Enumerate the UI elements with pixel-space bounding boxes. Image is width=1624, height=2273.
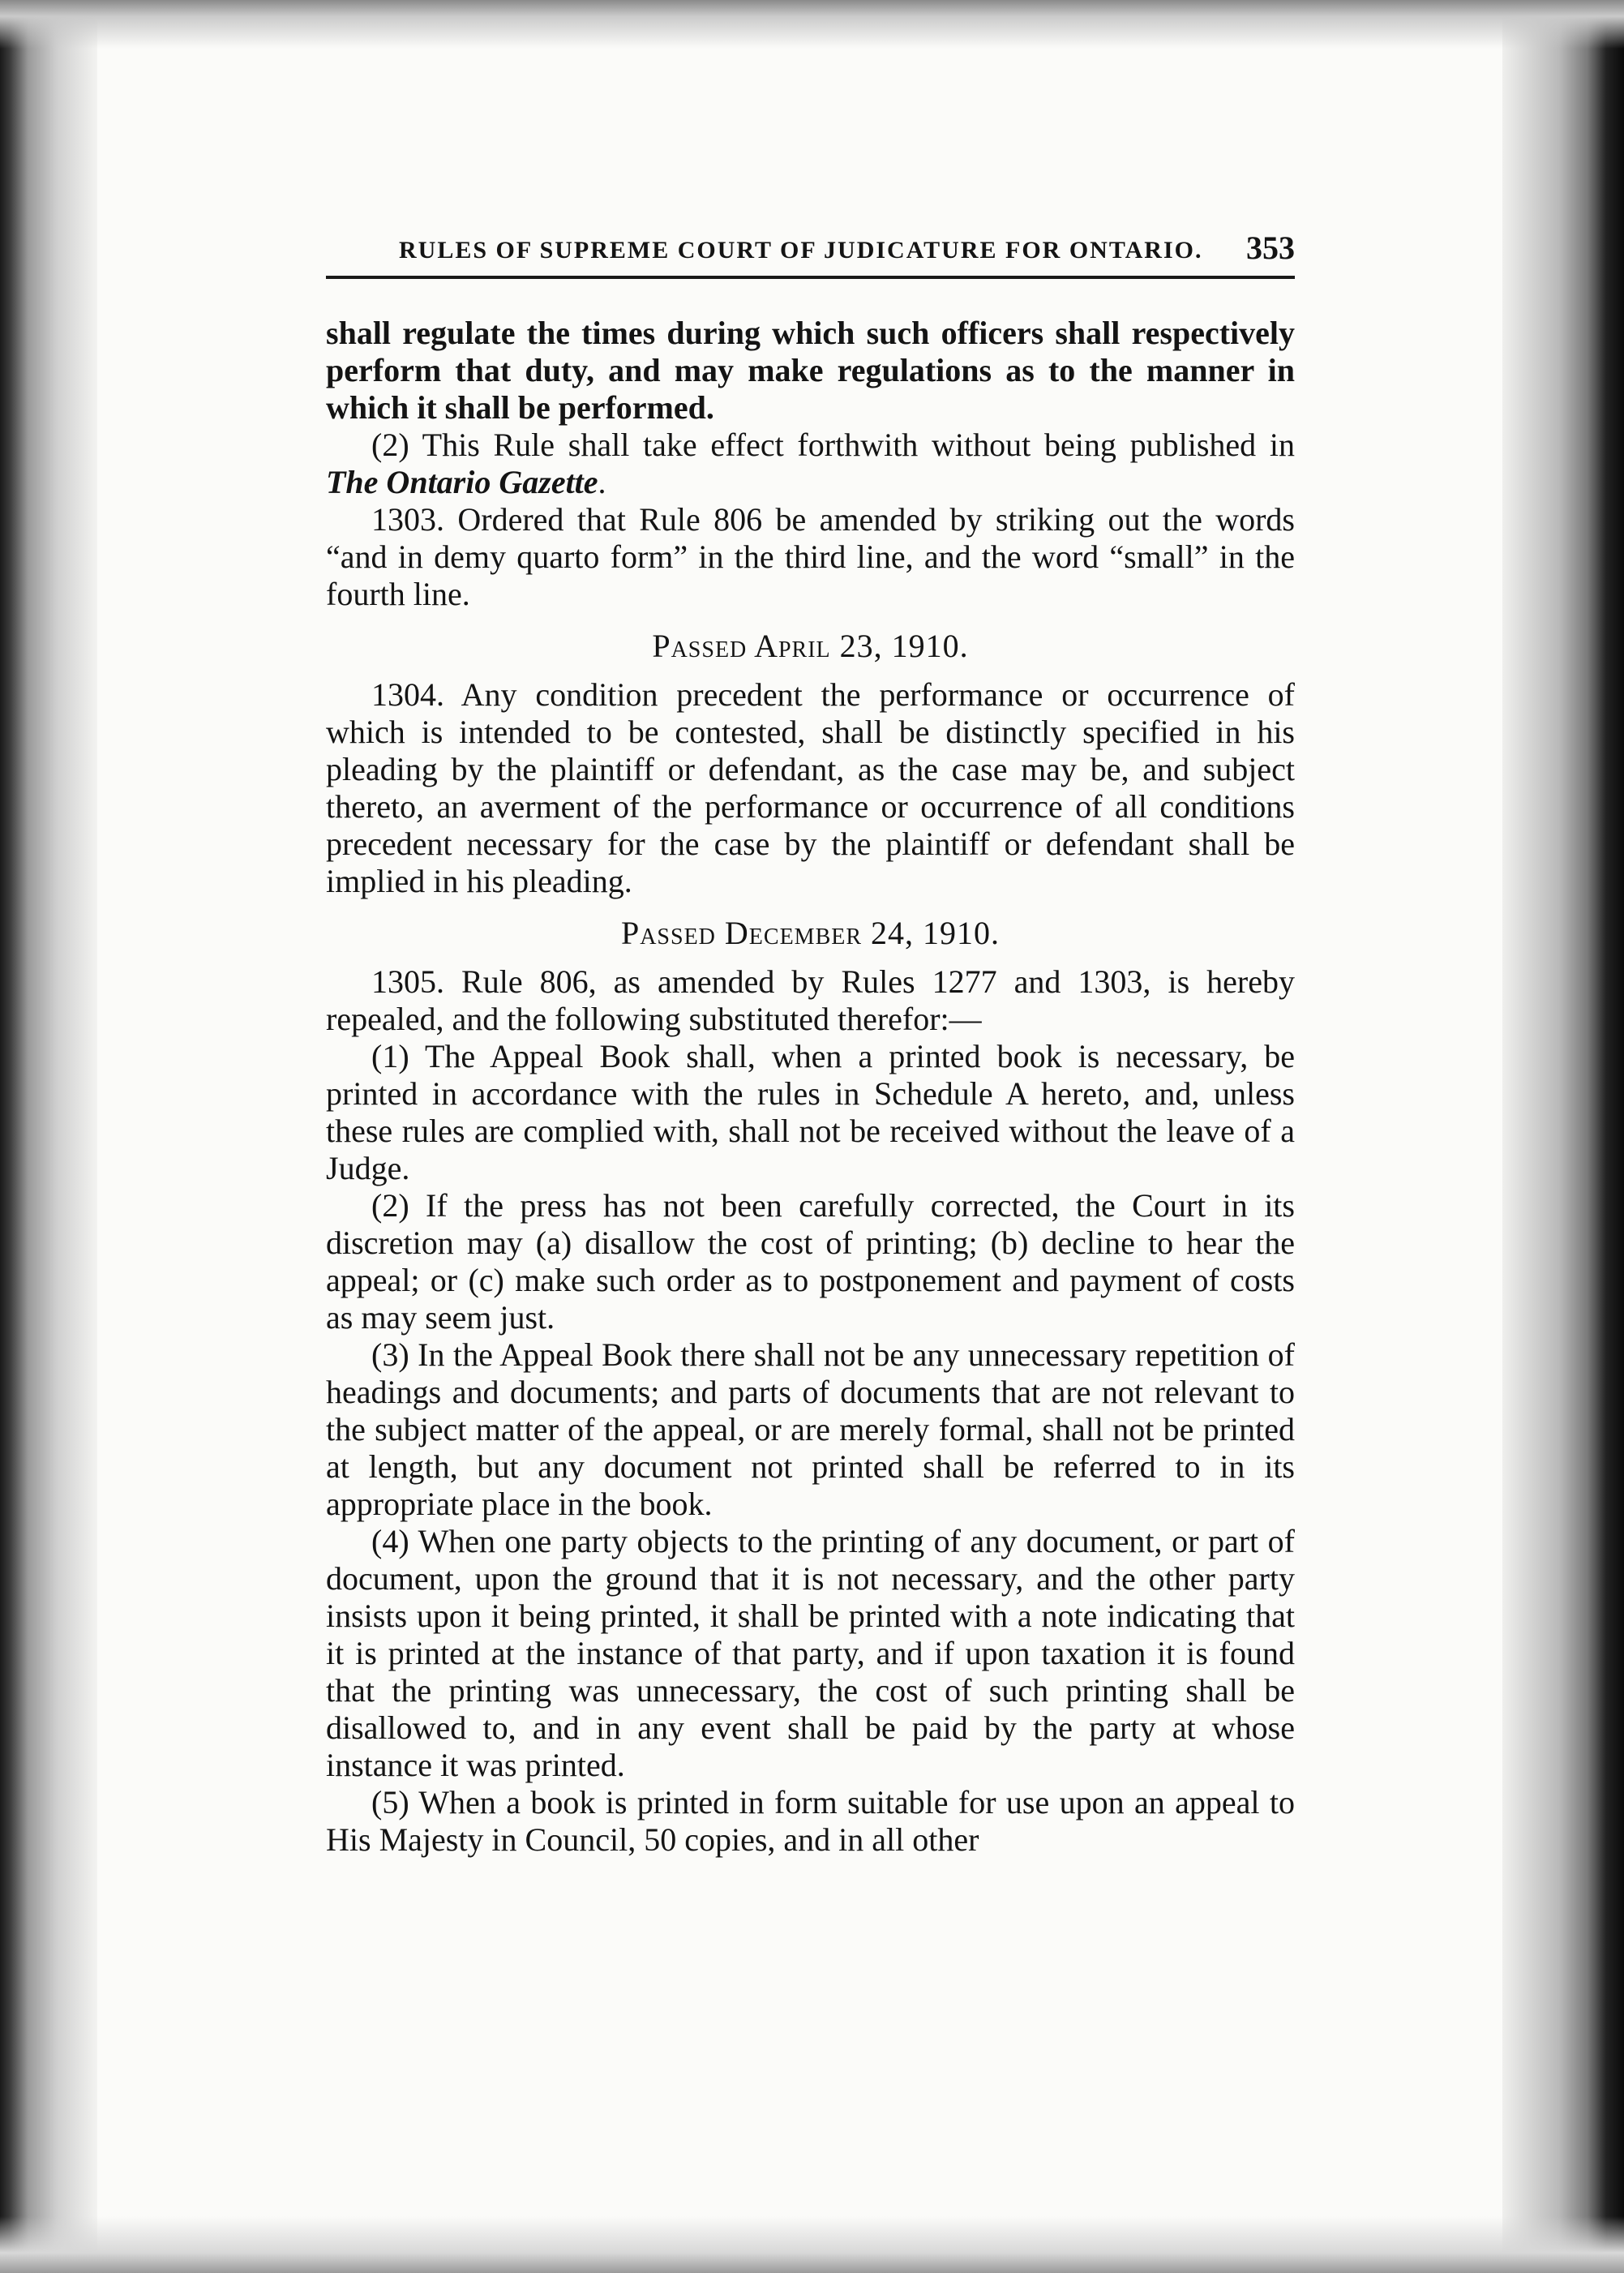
section-heading-december: Passed December 24, 1910. xyxy=(620,915,1001,951)
paragraph-1303: 1303. Ordered that Rule 806 be amended by striking out the words “and in demy quarto form” in the third line, and the word “small” in the fourth line. xyxy=(326,501,1295,612)
paragraph-sub-4: (4) When one party objects to the printing of any document, or part of document, upon the ground that it is not necessary, and the other party insists upon it being printed, it shall be printed with a note indicating that it is printed at the instance of that party, and if upon taxation it is found that the printing was unnecessary, the cost of such printing shall be disallowed to, and in any event shall be paid by the party at whose instance it was printed. xyxy=(326,1523,1295,1783)
paragraph-1304: 1304. Any condition precedent the performance or occurrence of which is intended to be contested, shall be distinctly specified in his pleading by the plaintiff or defendant, as the case may be, and subject thereto, an averment of the performance or occurrence of all conditions precedent necessary for the case by the plaintiff or defendant shall be implied in his pleading. xyxy=(326,676,1295,899)
scan-shadow-left xyxy=(0,0,97,2273)
scan-shadow-right xyxy=(1502,0,1624,2273)
page-body xyxy=(326,315,1295,1859)
page-number: 353 xyxy=(1246,229,1295,266)
paragraph-text: . xyxy=(598,464,606,500)
section-heading-april: Passed April 23, 1910. xyxy=(652,628,969,664)
paragraph-continuation: shall regulate the times during which such officers shall respectively perform that duty, and may make regulations as to the manner in which it shall be performed. xyxy=(326,315,1295,426)
paragraph-sub-1: (1) The Appeal Book shall, when a printed book is necessary, be printed in accordance with the rules in Schedule A hereto, and, unless these rules are complied with, shall not be received without the leave of a Judge. xyxy=(326,1038,1295,1186)
paragraph-sub-5: (5) When a book is printed in form suitable for use upon an appeal to His Majesty in Council, 50 copies, and in all other xyxy=(326,1784,1295,1858)
running-head xyxy=(326,227,1295,268)
scan-shadow-bottom xyxy=(0,2216,1624,2273)
scan-shadow-top xyxy=(0,0,1624,49)
paragraph-text: (2) This Rule shall take effect forthwith without being published in xyxy=(371,427,1295,463)
running-head-title: RULES OF SUPREME COURT OF JUDICATURE FOR ONTARIO. xyxy=(399,237,1203,264)
paragraph-rule-2 xyxy=(326,427,1295,501)
gazette-title: The Ontario Gazette xyxy=(326,464,598,500)
paragraph-sub-2: (2) If the press has not been carefully corrected, the Court in its discretion may (a) disallow the cost of printing; (b) decline to hear the appeal; or (c) make such order as to postponement and payment of costs as may seem just. xyxy=(326,1187,1295,1336)
paragraph-1305: 1305. Rule 806, as amended by Rules 1277 and 1303, is hereby repealed, and the following substituted therefor:— xyxy=(326,963,1295,1037)
paragraph-sub-3: (3) In the Appeal Book there shall not be any unnecessary repetition of headings and documents; and parts of documents that are not relevant to the subject matter of the appeal, or are merely formal, shall not be printed at length, but any document not printed shall be referred to in its appropriate place in the book. xyxy=(326,1336,1295,1522)
header-rule xyxy=(326,276,1295,279)
